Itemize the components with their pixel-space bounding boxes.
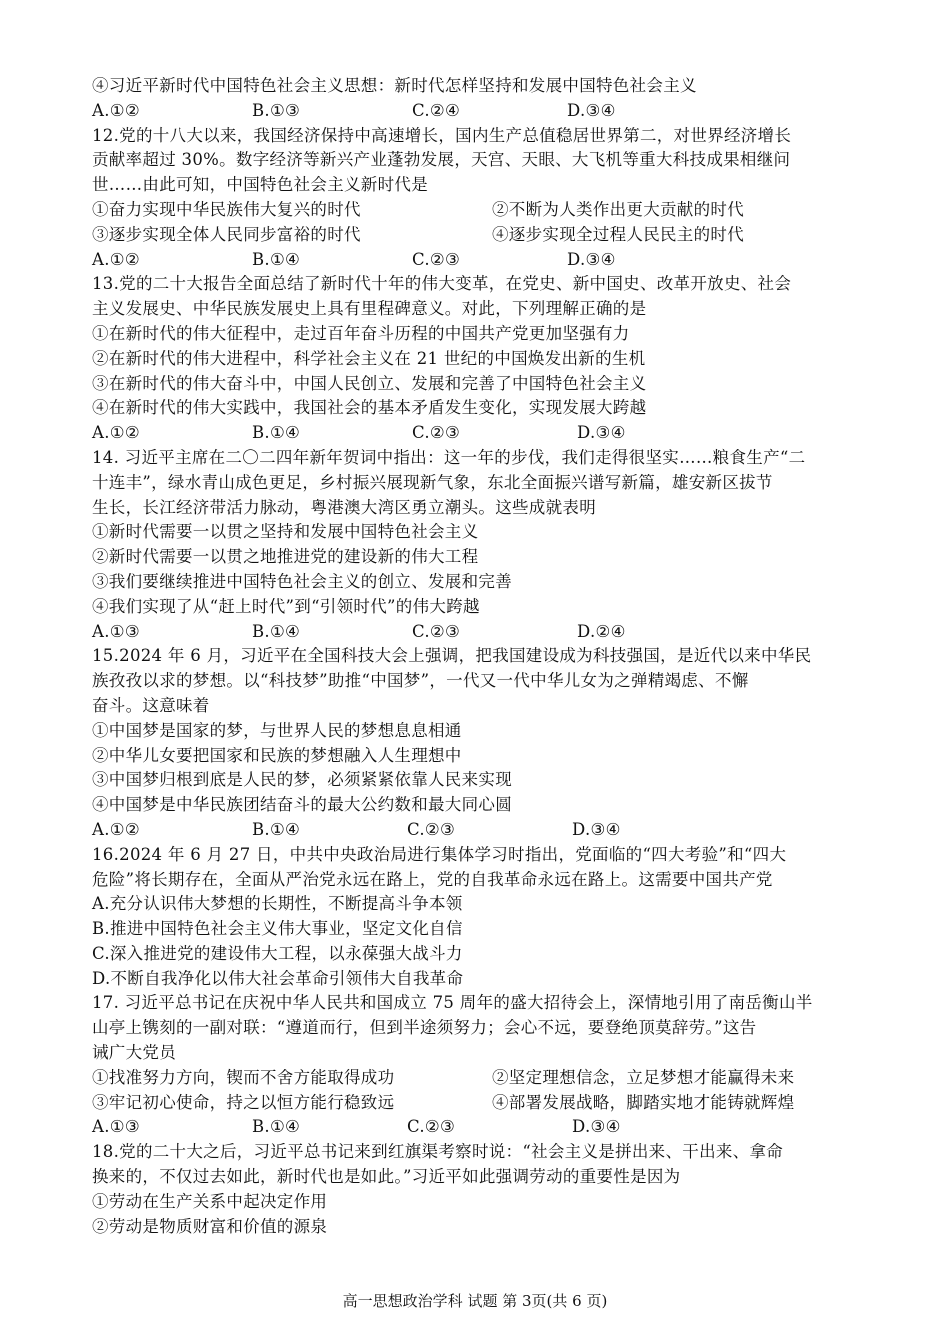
q13-item: ③在新时代的伟大奋斗中，中国人民创立、发展和完善了中国特色社会主义 — [92, 373, 647, 393]
option-a: A.①② — [92, 249, 140, 269]
option-b: B.①④ — [252, 621, 301, 641]
q14-item: ③我们要继续推进中国特色社会主义的创立、发展和完善 — [92, 571, 512, 591]
question-14 — [92, 446, 882, 644]
option-a: A.①③ — [92, 621, 140, 641]
option-d: D.③④ — [567, 249, 616, 269]
q14-stem-line: 生长，长江经济带活力脉动，粤港澳大湾区勇立潮头。这些成就表明 — [92, 497, 596, 517]
question-17 — [92, 991, 882, 1140]
q15-stem-line: 15.2024 年 6 月，习近平在全国科技大会上强调，把我国建设成为科技强国，是近代以来中华民 — [92, 646, 812, 666]
q16-stem-line: 危险”将长期存在，全面从严治党永远在路上，党的自我革命永远在路上。这需要中国共产党 — [92, 869, 773, 889]
q15-item: ④中国梦是中华民族团结奋斗的最大公约数和最大同心圆 — [92, 795, 512, 815]
q12-item: ④逐步实现全过程人民民主的时代 — [492, 224, 744, 244]
q12-item: ①奋力实现中华民族伟大复兴的时代 — [92, 199, 361, 219]
q17-stem-line: 山亭上镌刻的一副对联：“遵道而行，但到半途须努力；会心不远，要登绝顶莫辞劳。”这告 — [92, 1018, 757, 1038]
q13-options — [92, 421, 882, 446]
q12-stem-line: 贡献率超过 30%。数字经济等新兴产业蓬勃发展，天宫、天眼、大飞机等重大科技成果相继问 — [92, 150, 791, 170]
question-15 — [92, 644, 882, 842]
q12-stem-line: 12.党的十八大以来，我国经济保持中高速增长，国内生产总值稳居世界第二，对世界经济增长 — [92, 125, 792, 145]
q17-item: ④部署发展战略，脚踏实地才能铸就辉煌 — [492, 1092, 795, 1112]
q12-item: ③逐步实现全体人民同步富裕的时代 — [92, 224, 361, 244]
q11-item-4: ④习近平新时代中国特色社会主义思想：新时代怎样坚持和发展中国特色社会主义 — [92, 76, 697, 95]
option-c: C.②③ — [407, 819, 456, 839]
q16-choice-a: A.充分认识伟大梦想的长期性，不断提高斗争本领 — [92, 894, 463, 914]
option-d: D.③④ — [567, 100, 616, 120]
q11-options — [92, 99, 882, 124]
option-d: D.②④ — [577, 621, 626, 641]
q15-item: ③中国梦归根到底是人民的梦，必须紧紧依靠人民来实现 — [92, 770, 512, 790]
q12-stem-line: 世……由此可知，中国特色社会主义新时代是 — [92, 175, 428, 195]
q14-stem-line: 14. 习近平主席在二〇二四年新年贺词中指出：这一年的步伐，我们走得很坚实……粮食生产“二 — [92, 447, 806, 467]
page-footer: 高一思想政治学科 试题 第 3页(共 6 页) — [342, 1292, 608, 1310]
option-b: B.①③ — [252, 100, 301, 120]
q17-options — [92, 1115, 882, 1140]
q12-items-row — [92, 223, 882, 248]
q13-stem-line: 13.党的二十大报告全面总结了新时代十年的伟大变革，在党史、新中国史、改革开放史、社会 — [92, 274, 792, 294]
exam-page — [92, 74, 882, 1239]
option-b: B.①④ — [252, 1117, 301, 1137]
q15-item: ②中华儿女要把国家和民族的梦想融入人生理想中 — [92, 745, 462, 765]
q13-item: ②在新时代的伟大进程中，科学社会主义在 21 世纪的中国焕发出新的生机 — [92, 348, 646, 368]
q18-stem-line: 换来的，不仅过去如此，新时代也是如此。”习近平如此强调劳动的重要性是因为 — [92, 1167, 681, 1187]
question-18 — [92, 1140, 882, 1239]
q18-stem-line: 18.党的二十大之后，习近平总书记来到红旗渠考察时说：“社会主义是拼出来、干出来、拿命 — [92, 1142, 784, 1162]
q12-item: ②不断为人类作出更大贡献的时代 — [492, 199, 744, 219]
question-16 — [92, 843, 882, 992]
q14-item: ②新时代需要一以贯之地推进党的建设新的伟大工程 — [92, 547, 479, 567]
q17-items-row — [92, 1066, 882, 1091]
q15-stem-line: 族孜孜以求的梦想。以“科技梦”助推“中国梦”，一代又一代中华儿女为之弹精竭虑、不懈 — [92, 671, 749, 691]
option-b: B.①④ — [252, 249, 301, 269]
option-a: A.①② — [92, 423, 140, 443]
q17-item: ③牢记初心使命，持之以恒方能行稳致远 — [92, 1092, 395, 1112]
option-d: D.③④ — [572, 1117, 621, 1137]
q16-choice-d: D.不断自我净化以伟大社会革命引领伟大自我革命 — [92, 968, 464, 988]
option-c: C.②③ — [407, 1117, 456, 1137]
option-c: C.②③ — [412, 249, 461, 269]
option-d: D.③④ — [572, 819, 621, 839]
option-a: A.①② — [92, 819, 140, 839]
q16-choice-b: B.推进中国特色社会主义伟大事业，坚定文化自信 — [92, 919, 463, 939]
option-a: A.①② — [92, 100, 140, 120]
option-c: C.②③ — [412, 621, 461, 641]
option-a: A.①③ — [92, 1117, 140, 1137]
option-c: C.②④ — [412, 100, 461, 120]
q14-item: ④我们实现了从“赶上时代”到“引领时代”的伟大跨越 — [92, 596, 480, 616]
q15-stem-line: 奋斗。这意味着 — [92, 695, 210, 715]
q17-stem-line: 17. 习近平总书记在庆祝中华人民共和国成立 75 周年的盛大招待会上，深情地引用了南岳衡山半 — [92, 993, 813, 1013]
q12-items-row — [92, 198, 882, 223]
q17-item: ②坚定理想信念，立足梦想才能赢得未来 — [492, 1067, 795, 1087]
q12-options — [92, 248, 882, 273]
q18-item: ①劳动在生产关系中起决定作用 — [92, 1191, 328, 1211]
q15-options — [92, 818, 882, 843]
option-d: D.③④ — [577, 423, 626, 443]
q14-item: ①新时代需要一以贯之坚持和发展中国特色社会主义 — [92, 522, 479, 542]
question-12 — [92, 124, 882, 273]
q18-item: ②劳动是物质财富和价值的源泉 — [92, 1216, 328, 1236]
option-b: B.①④ — [252, 423, 301, 443]
option-c: C.②③ — [412, 423, 461, 443]
q13-stem-line: 主义发展史、中华民族发展史上具有里程碑意义。对此，下列理解正确的是 — [92, 299, 647, 319]
question-11-tail — [92, 74, 882, 124]
q16-stem-line: 16.2024 年 6 月 27 日，中共中央政治局进行集体学习时指出，党面临的“四大考验”和“四大 — [92, 844, 787, 864]
q17-items-row — [92, 1091, 882, 1116]
q13-item: ①在新时代的伟大征程中，走过百年奋斗历程的中国共产党更加坚强有力 — [92, 323, 630, 343]
q17-item: ①找准努力方向，锲而不舍方能取得成功 — [92, 1067, 395, 1087]
option-b: B.①④ — [252, 819, 301, 839]
question-13 — [92, 272, 882, 446]
q15-item: ①中国梦是国家的梦，与世界人民的梦想息息相通 — [92, 720, 462, 740]
q14-stem-line: 十连丰”，绿水青山成色更足，乡村振兴展现新气象，东北全面振兴谱写新篇，雄安新区拔节 — [92, 472, 773, 492]
q17-stem-line: 诫广大党员 — [92, 1043, 176, 1063]
q16-choice-c: C.深入推进党的建设伟大工程，以永葆强大战斗力 — [92, 943, 463, 963]
q14-options — [92, 620, 882, 645]
q13-item: ④在新时代的伟大实践中，我国社会的基本矛盾发生变化，实现发展大跨越 — [92, 398, 647, 418]
